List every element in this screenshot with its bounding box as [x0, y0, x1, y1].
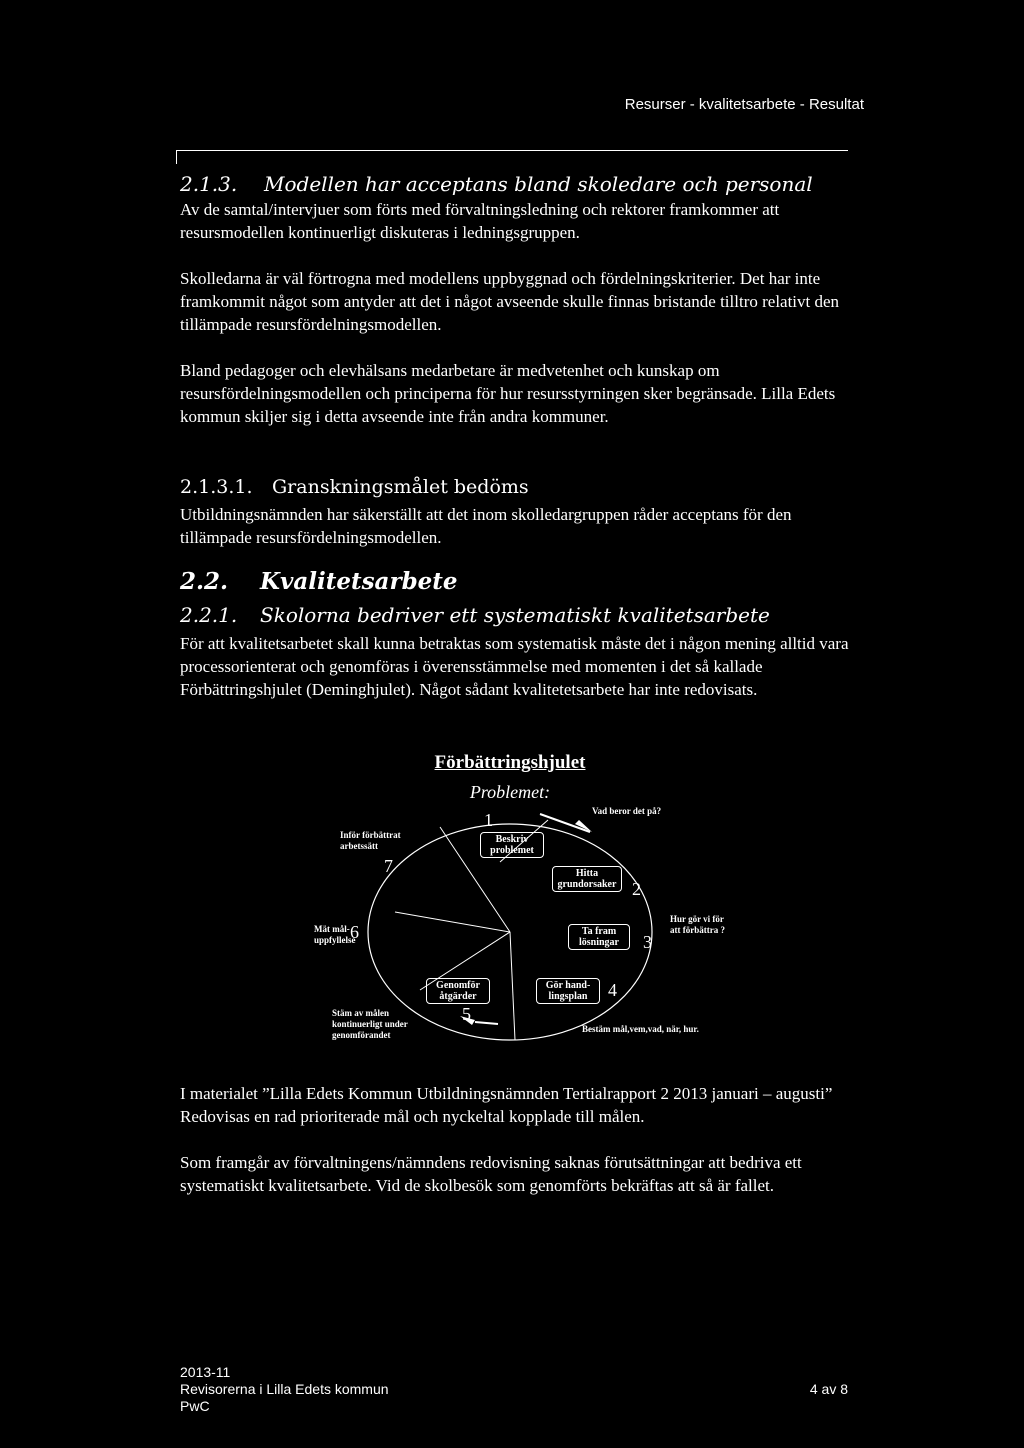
- box-implement-actions: Genomför åtgärder: [426, 978, 490, 1004]
- paragraph: Skolledarna är väl förtrogna med modellens uppbyggnad och fördelningskriterier. Det har inte framkommit något som antyder att det i något avseende skulle finnas bristande tilltro relativt den tillämpade resursfördelningsmodellen.: [180, 269, 840, 334]
- wheel-drawing: [300, 752, 730, 1052]
- section-heading-2-1-3: [180, 172, 813, 196]
- paragraph: Som framgår av förvaltningens/nämndens redovisning saknas förutsättningar att bedriva ett systematiskt kvalitetsarbete. Vid de skolbesök som genomförts bekräftas att så är fallet.: [180, 1153, 802, 1195]
- step-number: 5: [462, 1004, 471, 1024]
- header-rule: [176, 150, 848, 151]
- section-number: 2.1.3.1.: [180, 476, 253, 498]
- section-body-2-2-1: [180, 632, 850, 701]
- label-measure-goals: Mät mål-uppfyllelse: [314, 924, 356, 945]
- footer-date: 2013-11: [180, 1364, 231, 1380]
- box-describe-problem: Beskriv problemet: [480, 832, 544, 858]
- box-find-root-causes: Hitta grundorsaker: [552, 866, 622, 892]
- step-number: 4: [608, 980, 617, 1000]
- paragraph: Utbildningsnämnden har säkerställt att det inom skolledargruppen råder acceptans för den tillämpade resursfördelningsmodellen.: [180, 505, 792, 547]
- paragraph: I materialet ”Lilla Edets Kommun Utbildningsnämnden Tertialrapport 2 2013 januari – augusti” Redovisas en rad prioriterade mål och nyckeltal kopplade till målen.: [180, 1084, 833, 1126]
- label-decide-goals: Bestäm mål,vem,vad, när, hur.: [582, 1024, 699, 1034]
- label-what-causes: Vad beror det på?: [592, 806, 662, 816]
- page-footer: [180, 1364, 848, 1415]
- label-check-goals: Stäm av målen kontinuerligt under genomförandet: [332, 1008, 408, 1040]
- section-body-2-1-3: [180, 198, 850, 428]
- step-number: 3: [643, 932, 652, 952]
- section-number: 2.1.3.: [180, 172, 238, 196]
- box-action-plan: Gör hand-lingsplan: [536, 978, 600, 1004]
- section-number: 2.2.: [180, 568, 229, 595]
- paragraph: Bland pedagoger och elevhälsans medarbetare är medvetenhet och kunskap om resursfördelningsmodellen och principerna för hur resursstyrningen sker begränsade. Lilla Edets kommun skiljer sig i detta avseende inte från andra kommuner.: [180, 361, 836, 426]
- step-number: 1: [484, 810, 493, 830]
- section-title: Modellen har acceptans bland skoledare och personal: [264, 172, 813, 196]
- section-title: Kvalitetsarbete: [260, 568, 458, 595]
- step-number: 7: [384, 856, 393, 876]
- section-number: 2.2.1.: [180, 603, 238, 627]
- section-title: Granskningsmålet bedöms: [272, 476, 529, 498]
- section-title: Skolorna bedriver ett systematiskt kvalitetsarbete: [260, 603, 770, 627]
- page-number: 4 av 8: [809, 1381, 848, 1397]
- header-title: Resurser - kvalitetsarbete - Resultat: [624, 96, 864, 113]
- section-heading-2-1-3-1: [180, 476, 529, 498]
- step-number: 6: [350, 922, 359, 942]
- section-heading-2-2-1: [180, 603, 770, 627]
- step-number: 2: [632, 879, 641, 899]
- improvement-wheel-figure: [300, 752, 730, 1052]
- box-develop-solutions: Ta fram lösningar: [568, 924, 630, 950]
- footer-company: PwC: [180, 1398, 210, 1414]
- section-heading-2-2: [180, 568, 458, 595]
- paragraph: För att kvalitetsarbetet skall kunna betraktas som systematisk måste det i någon mening alltid vara processorienterat och genomföras i överensstämmelse med momenten i det så kallade Förbättringshjulet (Deminghjulet). Något sådant kvalitetetsarbete har inte redovisats.: [180, 634, 849, 699]
- section-body-2-1-3-1: [180, 503, 850, 549]
- figure-title: Förbättringshjulet: [434, 752, 586, 773]
- header-tick: [176, 150, 177, 164]
- section-body-after: [180, 1082, 850, 1197]
- label-introduce-improved: Inför förbättrat arbetssätt: [340, 830, 401, 851]
- figure-subtitle: Problemet:: [469, 782, 551, 802]
- paragraph: Av de samtal/intervjuer som förts med förvaltningsledning och rektorer framkommer att resursmodellen kontinuerligt diskuteras i ledningsgruppen.: [180, 200, 780, 242]
- label-how-improve: Hur gör vi för att förbättra ?: [670, 914, 725, 935]
- footer-org: Revisorerna i Lilla Edets kommun: [180, 1381, 389, 1397]
